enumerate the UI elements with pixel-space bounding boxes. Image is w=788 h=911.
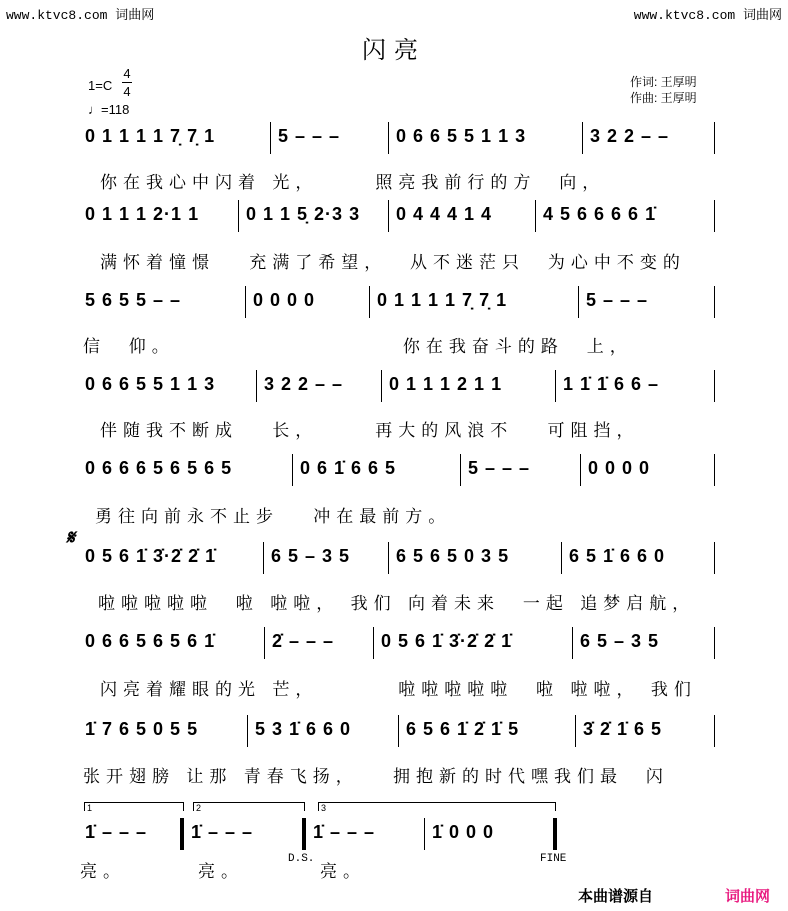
measure: 5 – – – <box>586 290 649 310</box>
watermark-left: www.ktvc8.com 词曲网 <box>6 8 155 23</box>
measure: 1̇ – – – <box>85 822 148 842</box>
barline <box>535 200 536 232</box>
segno-icon: 𝄋 <box>66 527 75 549</box>
barline <box>424 818 425 850</box>
measure: 0 6 6 6 5 6 5 6 5 <box>85 458 233 478</box>
barline <box>245 286 246 318</box>
composer: 作曲: 王厚明 <box>630 91 697 105</box>
measure: 0 6 6 5 6 5 6 1̇ <box>85 631 216 651</box>
lyricist: 作词: 王厚明 <box>630 75 697 89</box>
volta-2: 2 <box>193 802 305 811</box>
measure: 6 5 1̇ 6 6 0 <box>569 546 666 566</box>
barline <box>292 454 293 486</box>
fine-marking: FINE <box>540 853 567 865</box>
measure: 6 5 6 1̇ 2̇ 1̇ 5 <box>406 719 520 739</box>
barline <box>247 715 248 747</box>
barline <box>388 200 389 232</box>
measure: 3 2 2 – – <box>264 374 344 394</box>
measure: 5 – – – <box>278 126 341 146</box>
barline <box>270 122 271 154</box>
time-top: 4 <box>123 66 131 81</box>
measure: 3 2 2 – – <box>590 126 670 146</box>
footer-brand: 词曲网 <box>725 888 771 905</box>
barline <box>714 542 715 574</box>
double-barline <box>180 818 184 850</box>
double-barline <box>302 818 306 850</box>
lyric-line: 勇往向前永不止步 冲在最前方。 <box>95 507 452 527</box>
barline <box>264 627 265 659</box>
barline <box>714 454 715 486</box>
barline <box>369 286 370 318</box>
barline <box>263 542 264 574</box>
measure: 0 1 1 1 1 7̣ 7̣ 1 <box>377 290 508 310</box>
measure: 0 1 1 1 1 7̣ 7̣ 1 <box>85 126 216 146</box>
lyric-line: 张开翅膀 让那 青春飞扬， 拥抱新的时代嘿我们最 闪 <box>83 767 669 787</box>
measure: 6 5 – 3 5 <box>271 546 351 566</box>
credits <box>630 74 697 106</box>
barline <box>714 370 715 402</box>
barline <box>580 454 581 486</box>
volta-3: 3 <box>318 802 556 811</box>
volta-1: 1 <box>84 802 184 811</box>
lyric-line: 亮。 <box>80 862 126 882</box>
barline <box>373 627 374 659</box>
measure: 6 5 6 5 0 3 5 <box>396 546 510 566</box>
footer-source: 本曲谱源自 <box>578 888 654 905</box>
measure: 0 1 1 5̣ 2·3 3 <box>246 204 361 224</box>
barline <box>714 200 715 232</box>
lyric-line: 你在我心中闪着 光， 照亮我前行的方 向， <box>100 173 606 193</box>
measure: 0 0 0 0 <box>588 458 651 478</box>
measure: 0 6 1̇ 6 6 5 <box>300 458 397 478</box>
measure: 1̇ – – – <box>191 822 254 842</box>
barline <box>460 454 461 486</box>
lyric-line: 闪亮着耀眼的光 芒， 啦啦啦啦啦 啦 啦啦， 我们 <box>100 680 697 700</box>
measure: 0 1 1 1 2 1 1 <box>389 374 503 394</box>
measure: 4 5 6 6 6 6 1̇ <box>543 204 657 224</box>
song-title: 闪亮 <box>362 36 426 64</box>
lyric-line: 亮。 <box>198 862 244 882</box>
double-barline <box>553 818 557 850</box>
barline <box>398 715 399 747</box>
ds-marking: D.S. <box>288 853 315 865</box>
measure: 0 5 6 1̇ 3̇·2̇ 2̇ 1̇ <box>381 631 513 651</box>
lyric-line: 信 仰。 你在我奋斗的路 上， <box>83 337 633 357</box>
measure: 1̇ 7 6 5 0 5 5 <box>85 719 199 739</box>
lyric-line: 伴随我不断成 长， 再大的风浪不 可阻挡， <box>100 421 640 441</box>
lyric-line: 啦啦啦啦啦 啦 啦啦， 我们 向着未来 一起 追梦启航， <box>98 594 696 614</box>
measure: 5 6 5 5 – – <box>85 290 182 310</box>
measure: 0 0 0 0 <box>253 290 316 310</box>
barline <box>555 370 556 402</box>
barline <box>572 627 573 659</box>
barline <box>714 715 715 747</box>
measure: 6 5 – 3 5 <box>580 631 660 651</box>
barline <box>256 370 257 402</box>
barline <box>714 286 715 318</box>
barline <box>582 122 583 154</box>
measure: 5 3 1̇ 6 6 0 <box>255 719 352 739</box>
barline <box>575 715 576 747</box>
barline <box>238 200 239 232</box>
measure: 0 6 6 5 5 1 1 3 <box>396 126 527 146</box>
barline <box>578 286 579 318</box>
tempo: ♩=118 <box>88 102 130 117</box>
measure: 0 5 6 1̇ 3̇·2̇ 2̇ 1̇ <box>85 546 217 566</box>
measure: 0 4 4 4 1 4 <box>396 204 493 224</box>
time-bottom: 4 <box>123 84 131 99</box>
barline <box>561 542 562 574</box>
barline <box>388 542 389 574</box>
barline <box>388 122 389 154</box>
measure: 2̇ – – – <box>272 631 335 651</box>
measure: 3̇ 2̇ 1̇ 6 5 <box>583 719 663 739</box>
measure: 0 6 6 5 5 1 1 3 <box>85 374 216 394</box>
barline <box>381 370 382 402</box>
measure: 0 1 1 1 2·1 1 <box>85 204 200 224</box>
lyric-line: 亮。 <box>320 862 366 882</box>
measure: 1̇ – – – <box>313 822 376 842</box>
measure: 1 1̇ 1̇ 6 6 – <box>563 374 660 394</box>
watermark-right: www.ktvc8.com 词曲网 <box>633 8 782 23</box>
measure: 5 – – – <box>468 458 531 478</box>
time-signature <box>122 66 132 99</box>
key-signature: 1=C <box>88 78 113 93</box>
measure: 1̇ 0 0 0 <box>432 822 495 842</box>
barline <box>714 122 715 154</box>
lyric-line: 满怀着憧憬 充满了希望， 从不迷茫只 为心中不变的 <box>100 253 686 273</box>
barline <box>714 627 715 659</box>
